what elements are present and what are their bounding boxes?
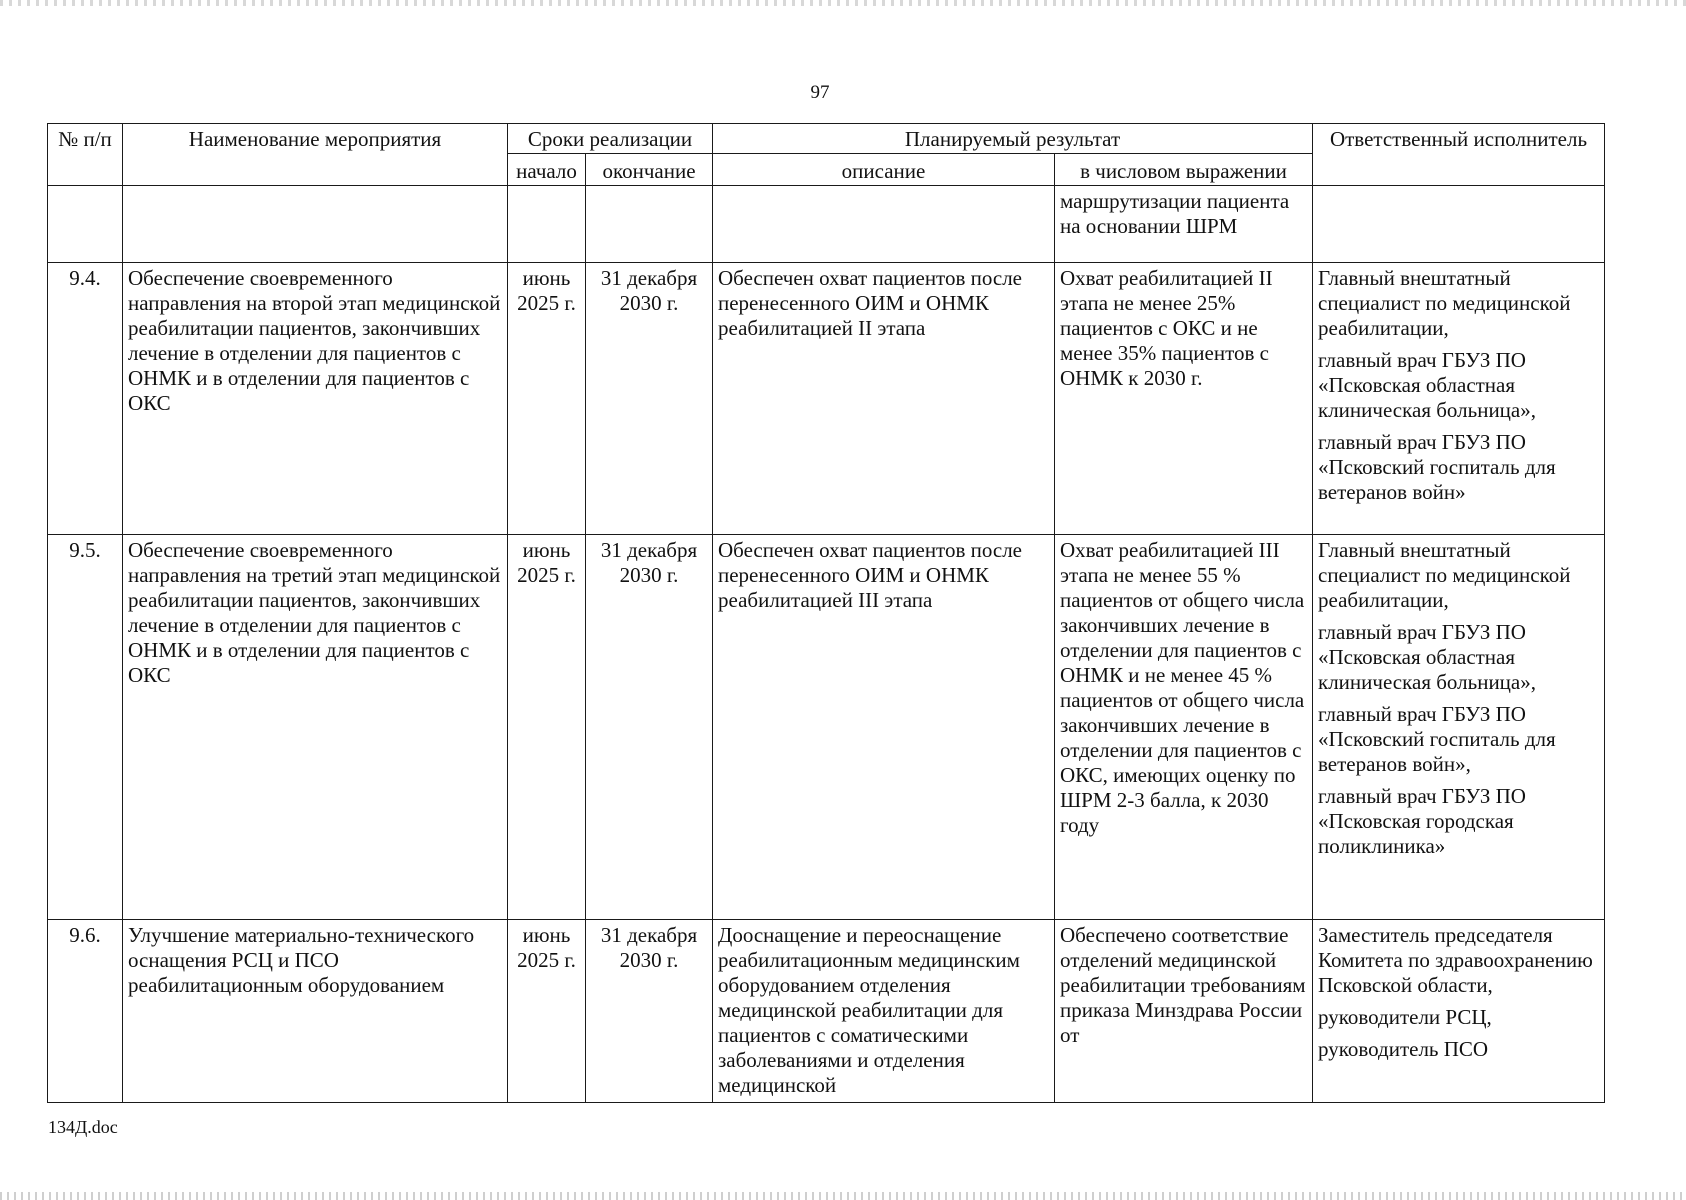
header-name: Наименование мероприятия <box>123 124 508 186</box>
cell-responsible <box>1313 186 1605 263</box>
cell-num: 9.4. <box>48 263 123 535</box>
responsible-line: главный врач ГБУЗ ПО «Псковская городская поликлиника» <box>1318 784 1526 858</box>
cell-start: июнь 2025 г. <box>508 535 586 920</box>
scan-edge-bottom <box>0 1192 1686 1200</box>
cell-start: июнь 2025 г. <box>508 263 586 535</box>
responsible-line: главный врач ГБУЗ ПО «Псковская областная клиническая больница», <box>1318 620 1536 694</box>
cell-start <box>508 186 586 263</box>
header-responsible: Ответственный исполнитель <box>1313 124 1605 186</box>
responsible-line: Заместитель председателя Комитета по здравоохранению Псковской области, <box>1318 923 1593 997</box>
cell-description <box>713 186 1055 263</box>
responsible-line: Главный внештатный специалист по медицинской реабилитации, <box>1318 538 1571 612</box>
cell-numeric: Обеспечено соответствие отделений медицинской реабилитации требованиям приказа Минздрава России от <box>1055 920 1313 1103</box>
cell-responsible <box>1313 263 1605 535</box>
responsible-line: руководитель ПСО <box>1318 1037 1489 1061</box>
cell-name: Улучшение материально-технического оснащения РСЦ и ПСО реабилитационным оборудованием <box>123 920 508 1103</box>
responsible-line: главный врач ГБУЗ ПО «Псковский госпиталь для ветеранов войн» <box>1318 430 1556 504</box>
table-row-continuation <box>48 186 1605 263</box>
cell-numeric: Охват реабилитацией III этапа не менее 55 % пациентов от общего числа закончивших лечение в отделении для пациентов с ОНМК и не менее 45 % пациентов от общего числа закончивших лечение в отделении для пациентов с ОКС, имеющих оценку по ШРМ 2-3 балла, к 2030 году <box>1055 535 1313 920</box>
cell-num: 9.6. <box>48 920 123 1103</box>
cell-name: Обеспечение своевременного направления на третий этап медицинской реабилитации пациентов, закончивших лечение в отделении для пациентов с ОНМК и в отделении для пациентов с ОКС <box>123 535 508 920</box>
header-description: описание <box>713 154 1055 186</box>
cell-description: Обеспечен охват пациентов после перенесенного ОИМ и ОНМК реабилитацией II этапа <box>713 263 1055 535</box>
cell-responsible <box>1313 920 1605 1103</box>
header-row-1 <box>48 124 1605 154</box>
cell-numeric: Охват реабилитацией II этапа не менее 25% пациентов с ОКС и не менее 35% пациентов с ОНМК к 2030 г. <box>1055 263 1313 535</box>
cell-name <box>123 186 508 263</box>
cell-name: Обеспечение своевременного направления на второй этап медицинской реабилитации пациентов, закончивших лечение в отделении для пациентов с ОНМК и в отделении для пациентов с ОКС <box>123 263 508 535</box>
header-result: Планируемый результат <box>713 124 1313 154</box>
scan-edge-top <box>0 0 1686 6</box>
table-row-9-6 <box>48 920 1605 1103</box>
header-num: № п/п <box>48 124 123 186</box>
cell-start: июнь 2025 г. <box>508 920 586 1103</box>
cell-end <box>586 186 713 263</box>
cell-responsible <box>1313 535 1605 920</box>
responsible-line: главный врач ГБУЗ ПО «Псковский госпиталь для ветеранов войн», <box>1318 702 1556 776</box>
header-numeric: в числовом выражении <box>1055 154 1313 186</box>
responsible-line: руководители РСЦ, <box>1318 1005 1492 1029</box>
activities-table <box>47 123 1605 1103</box>
cell-numeric: маршрутизации пациента на основании ШРМ <box>1055 186 1313 263</box>
cell-end: 31 декабря 2030 г. <box>586 535 713 920</box>
cell-num: 9.5. <box>48 535 123 920</box>
document-filename: 134Д.doc <box>48 1117 118 1137</box>
header-terms: Сроки реализации <box>508 124 713 154</box>
header-end: окончание <box>586 154 713 186</box>
cell-description: Дооснащение и переоснащение реабилитационным медицинским оборудованием отделения медицинской реабилитации для пациентов с соматическими заболеваниями и отделения медицинской <box>713 920 1055 1103</box>
header-start: начало <box>508 154 586 186</box>
cell-end: 31 декабря 2030 г. <box>586 263 713 535</box>
cell-num <box>48 186 123 263</box>
table-row-9-5 <box>48 535 1605 920</box>
cell-end: 31 декабря 2030 г. <box>586 920 713 1103</box>
cell-description: Обеспечен охват пациентов после перенесенного ОИМ и ОНМК реабилитацией III этапа <box>713 535 1055 920</box>
responsible-line: Главный внештатный специалист по медицинской реабилитации, <box>1318 266 1571 340</box>
responsible-line: главный врач ГБУЗ ПО «Псковская областная клиническая больница», <box>1318 348 1536 422</box>
table-row-9-4 <box>48 263 1605 535</box>
page-number: 97 <box>810 82 830 103</box>
